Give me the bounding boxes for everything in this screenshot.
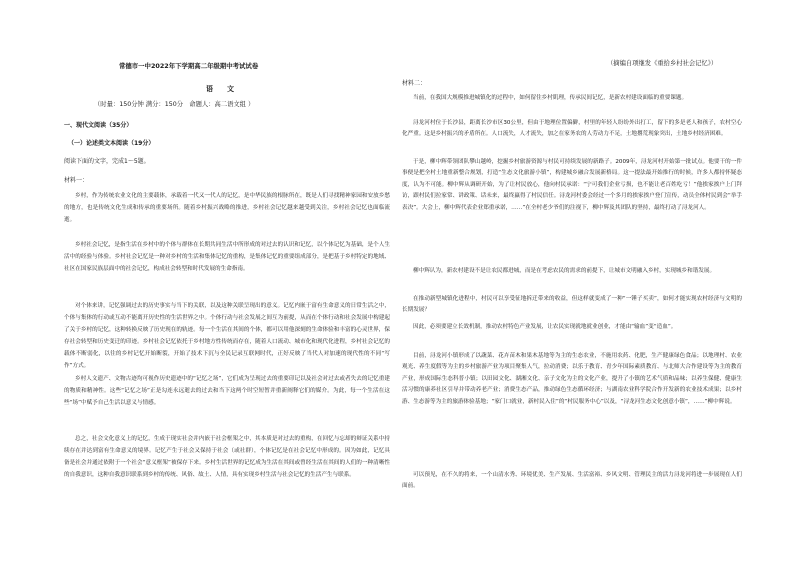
exam-meta: （时量：150分钟 满分：150分 命题人：高二语文组 ）: [94, 101, 255, 108]
subsection-heading: （一）论述类文本阅读（19分）: [68, 140, 155, 147]
reading-instruction: 阅读下面的文字，完成1～5题。: [64, 158, 150, 165]
paragraph: 总之，社会文化意义上的记忆，生成于现实社会并内嵌于社会框架之中，其本质是对过去的重构，在回忆与忘却的辩证关系中持续存在并达到富有生命意义的境界。记忆产生于社会又保持于社会（或社群），个体记忆是在社会记忆中形成的。因为如此，记忆具备是社会并通过依附于一个社会“意义框架”被保存下来。乡村生活世界的记忆成为生活在其间或曾经生活在其间的人们的一种清晰性的自我意识，这种自我意识联系到乡村的传统、风俗、故土、人情，具有实现乡村生活与社会记忆的生活产生与联系。: [64, 436, 390, 478]
paragraph: 柳中辉认为，新农村建设不是让农民都进城，而是在考虑农民的需求的前提下，让城市文明融入乡村，实现城乡和谐发展。: [413, 268, 716, 274]
paragraph: 乡村，作为传统农业文化的主要载体，承载着一代又一代人的记忆，是中华民族的根脉所在，既是人们寻找精神家园和安放乡愁的地方，也是传统文化生成和传承的重要场所。随着乡村振兴战略的推进，乡村社会记忆越来越受到关注，乡村社会记忆也面临流逝。: [64, 193, 390, 223]
exam-title: 常德市一中2022年下学期高二年级期中考试试卷: [119, 62, 259, 70]
material-one-label: 材料一：: [64, 177, 89, 184]
subject-title: 语 文: [206, 85, 234, 93]
paragraph: 乡村社会记忆，是指生活在乡村中的个体与群体在长期共同生活中所形成的对过去的认识和记忆，以个体记忆为基础，是个人生活中的经验与体验。乡村社会记忆是一种对乡村的生活和集体记忆的重构，是集体记忆的重要组成部分，是把基于乡村特定的地域、社区在国家民族层面中的社会记忆，构成社会转型和时代发展的生命指南。: [64, 242, 390, 272]
paragraph: 对个体来讲，记忆强调过去的历史事实与当下的关联，以及这种关联呈现出的意义。记忆内嵌于富有生命意义的日常生活之中，个体与集体的行动或互动不能离开历史性的生活世界之中。个体行动与社会发展之间互为前提，从而在个体行动和社会发展中构建起了关于乡村的记忆，这种转换反映了历史现在的轨迹。每一个生活在其间的个体，都可以用他深刻的生命体验和丰富的心灵世界，保存社会转型和历史变迁的印迹。乡村社会记忆依托于乡村地方性传统而存在，随着人口流动、城市化和现代化进程，乡村社会记忆的载体不断弱化，以往的乡村记忆开始断裂，开始了技术下沉与全民记录互联网时代，正好反映了当代人对加速的现代性的不同“写作”方式。: [64, 303, 390, 369]
section-heading: 一、现代文阅读（35分）: [64, 122, 133, 129]
paragraph: 乡村人文遗产、文物古迹均可视作历史遗迹中的“记忆之场”，它们成为呈现过去的重要印记以及社会对过去或者失去的记忆重建的物质和精神性。这些“记忆之场”正是勾连永远逝去的过去和当下这两个时空短暂并重新阐释它们的媒介。为此，每一个生活在这些“场”中赋予自己生活以意义与情感。: [64, 376, 390, 406]
paragraph: 在推动新型城镇化进程中，村民可以享受征地拆迁带来的收益，但这样就变成了一种“一锤子买卖”，如何才能实现农村经济与文明的长期发展？: [402, 296, 742, 314]
paragraph: 因此，必须要建立长效机制，推动农村特色产业发展，让农民实现就地就业创业，才能由“输血”变“造血”。: [413, 324, 677, 330]
paragraph: 当前，在我国大规模推进城镇化的过程中，如何留住乡村肌理，传承民间记忆，是新农村建设面临的重要课题。: [413, 95, 688, 101]
paragraph: 目前，浔龙河小镇形成了以蔬菜、花卉苗木和果木基地等为主的生态农业，不施用农药、化肥，生产健康绿色食品；以地理村、农业观光、养生度假等为主的乡村旅游产业为项目聚集人气，拉动消费；以乐于教育、青少年国际素质教育、与北师大合作建设等为主的教育产业，形成国际生态科普小镇；以田园文化、湖湘文化、亲子文化为主的文化产业，提升了小镇的艺术气质和品味；以养生保健、健康生活习惯的康养社区引导并带动养老产业；消费生态产品，推动绿色生态循环经济；与湖南农业科学院合作开发新的农业技术成果；以乡村游、生态游等为主的旅游体验基地；“家门口就业，新村民入住”的“村民服务中心”以及，“浔龙河生态文化创意小镇”，……”柳中辉说。: [402, 353, 742, 405]
source-citation: （摘编自项继发《重拾乡村社会记忆》）: [607, 60, 718, 67]
paragraph: 可以预见，在不久的将来，一个山清水秀、环境优美、生产发展、生活富裕、乡风文明、管理民主的活力浔龙河将进一步展现在人们面前。: [402, 472, 742, 490]
paragraph: 于是，柳中辉带领团队攀山越岭，挖掘乡村旅游资源与村民可持续发展的新路子。2009年，浔龙河村开始第一批试点。他要干的一件事便是把全村土地重新整合规划，打造“生态文化旅游小镇”，构建城乡融合发展新格局。这一提法最开始推行的时候，许多人都持怀疑态度，认为不可能。柳中辉从调研开始，为了让村民放心，他向村民承诺：“宁可我们企业亏损，也不能让老百姓吃亏！”他挨家挨户上门拜访，跟村民们拉家常、讲政策、话未来，最终赢得了村民信任。浔龙河村委会经过一个多月的挨家挨户登门宣传，动员全体村民到会“举手表决”。大会上，柳中辉代表企业郑重承诺，……”在全村老少爷们的注视下，柳中辉及其团队的坚持，最终打动了浔龙河人。: [402, 159, 742, 211]
material-two-label: 材料二：: [402, 80, 427, 87]
paragraph: 浔龙河村位于长沙县，距离长沙市区30公里，但由于地理位置偏僻，村里的年轻人纷纷外出打工，留下的多是老人和孩子，农村空心化严重。这是乡村振兴的矛盾所在。人口流失，人才流失，加之在家务农的人劳动力不足，土地撂荒现象突出，土地乡村经济困难。: [402, 120, 742, 138]
